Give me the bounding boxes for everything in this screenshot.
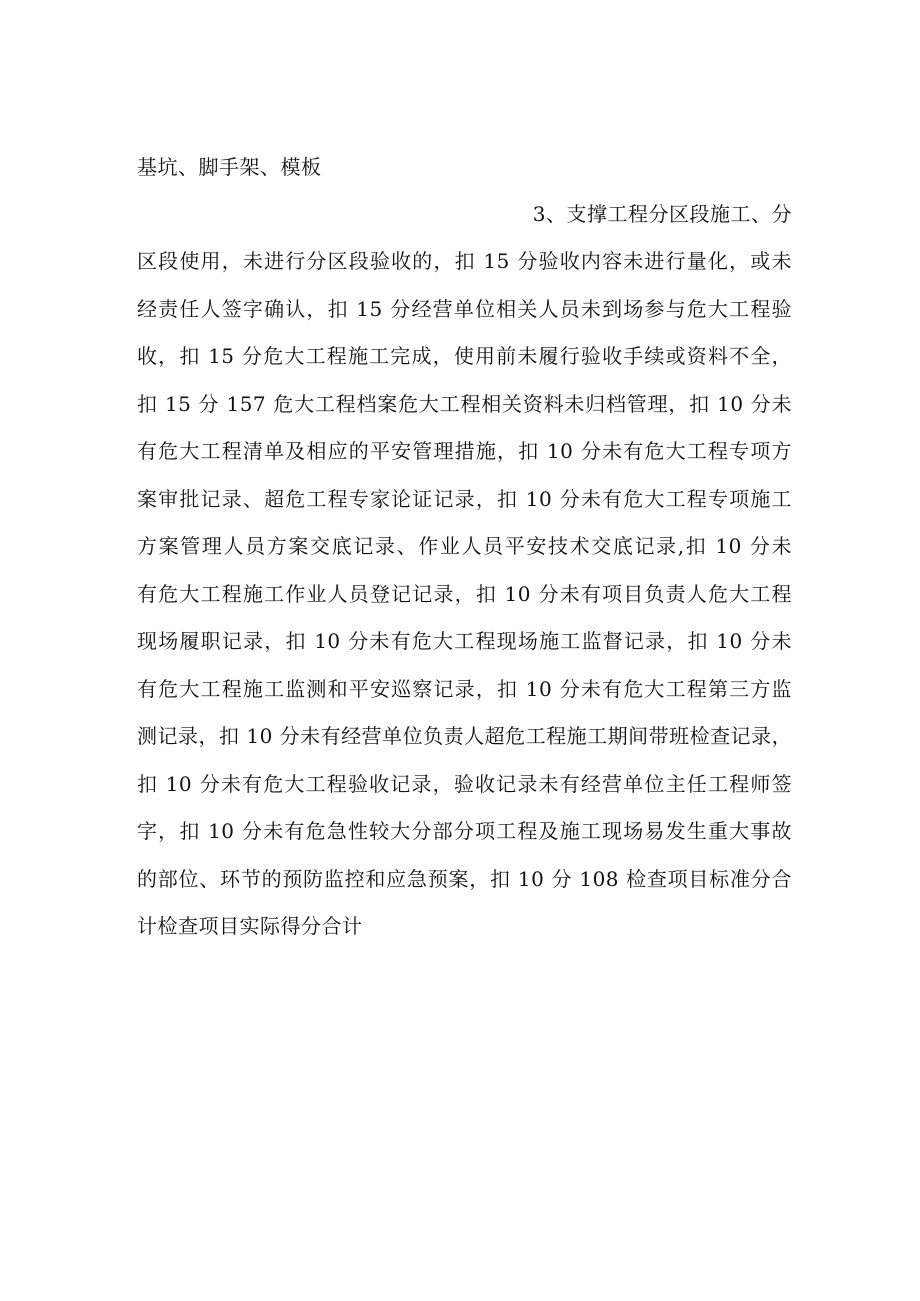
text-line-11: 现场履职记录，扣 10 分未有危大工程现场施工监督记录，扣 10 分未	[137, 629, 792, 653]
text-line-6: 扣 15 分 157 危大工程档案危大工程相关资料未归档管理，扣 10 分未	[137, 392, 792, 416]
text-line-13: 测记录，扣 10 分未有经营单位负责人超危工程施工期间带班检查记录，	[137, 724, 792, 748]
text-line-3: 区段使用，未进行分区段验收的，扣 15 分验收内容未进行量化，或未	[137, 249, 792, 273]
text-line-15: 字，扣 10 分未有危急性较大分部分项工程及施工现场易发生重大事故	[137, 819, 792, 843]
text-line-9: 方案管理人员方案交底记录、作业人员平安技术交底记录,扣 10 分未	[137, 534, 792, 558]
text-line-1: 基坑、脚手架、模板	[137, 155, 322, 179]
text-line-7: 有危大工程清单及相应的平安管理措施，扣 10 分未有危大工程专项方	[137, 439, 792, 463]
text-line-4: 经责任人签字确认，扣 15 分经营单位相关人员未到场参与危大工程验	[137, 297, 792, 321]
text-line-17: 计检查项目实际得分合计	[137, 914, 363, 938]
text-line-12: 有危大工程施工监测和平安巡察记录，扣 10 分未有危大工程第三方监	[137, 677, 792, 701]
text-line-5: 收，扣 15 分危大工程施工完成，使用前未履行验收手续或资料不全，	[137, 344, 792, 368]
text-line-14: 扣 10 分未有危大工程验收记录，验收记录未有经营单位主任工程师签	[137, 772, 792, 796]
text-line-16: 的部位、环节的预防监控和应急预案，扣 10 分 108 检查项目标准分合	[137, 867, 792, 891]
text-line-10: 有危大工程施工作业人员登记记录，扣 10 分未有项目负责人危大工程	[137, 582, 792, 606]
text-line-8: 案审批记录、超危工程专家论证记录，扣 10 分未有危大工程专项施工	[137, 487, 792, 511]
text-line-2: 3、支撑工程分区段施工、分	[532, 202, 792, 226]
